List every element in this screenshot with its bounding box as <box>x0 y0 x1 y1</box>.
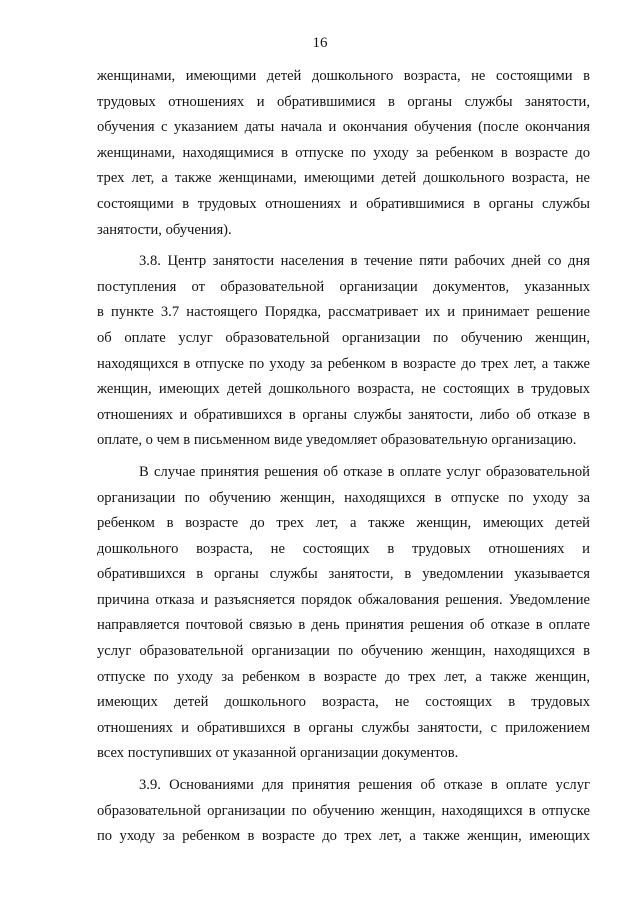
text-line: всех поступивших от указанной организации документов. <box>97 745 459 762</box>
text-line: трудовых отношениях и обратившимися в органы службы занятости, <box>97 93 590 110</box>
text-line: в пункте 3.7 настоящего Порядка, рассматривает их и принимает решение <box>97 304 590 321</box>
text-line: отпуске по уходу за ребенком в возрасте до трех лет, а также женщин, <box>97 668 590 685</box>
text-line: отношениях и обратившихся в органы службы занятости, с приложением <box>97 719 590 736</box>
text-line: услуг образовательной организации по обучению женщин, находящихся в <box>97 643 590 660</box>
text-line: об оплате услуг образовательной организации по обучению женщин, <box>97 329 590 346</box>
text-line: женщинами, имеющими детей дошкольного возраста, не состоящими в <box>97 68 590 84</box>
text-line: направляется почтовой связью в день принятия решения об отказе в оплате <box>97 617 590 634</box>
text-line: имеющих детей дошкольного возраста, не состоящих в трудовых <box>97 694 590 711</box>
text-line: В случае принятия решения об отказе в оплате услуг образовательной <box>139 463 590 480</box>
text-line: поступления от образовательной организации документов, указанных <box>97 278 590 295</box>
paragraph <box>97 249 590 454</box>
text-line: по уходу за ребенком в возрасте до трех лет, а также женщин, имеющих <box>97 828 590 845</box>
paragraph <box>97 460 590 767</box>
text-line: состоящими в трудовых отношениях и обратившимися в органы службы <box>97 195 590 212</box>
text-line: организации по обучению женщин, находящихся в отпуске по уходу за <box>97 489 590 506</box>
text-line: 3.9. Основаниями для принятия решения об отказе в оплате услуг <box>139 777 590 794</box>
text-line: женщинами, находящимися в отпуске по уходу за ребенком в возрасте до <box>97 144 590 161</box>
text-line: оплате, о чем в письменном виде уведомляет образовательную организацию. <box>97 432 577 449</box>
paragraph <box>97 64 590 243</box>
text-line: трех лет, а также женщинами, имеющими детей дошкольного возраста, не <box>97 170 590 187</box>
text-line: ребенком в возрасте до трех лет, а также женщин, имеющих детей <box>97 515 590 532</box>
page-number: 16 <box>312 35 328 51</box>
text-line: занятости, обучения). <box>97 221 232 238</box>
text-line: отношениях и обратившихся в органы службы занятости, либо об отказе в <box>97 406 590 423</box>
document-body <box>97 64 590 850</box>
text-line: 3.8. Центр занятости населения в течение пяти рабочих дней со дня <box>139 253 590 270</box>
text-line: дошкольного возраста, не состоящих в трудовых отношениях и <box>97 540 590 557</box>
paragraph <box>97 773 590 850</box>
text-line: женщин, имеющих детей дошкольного возраста, не состоящих в трудовых <box>97 381 590 398</box>
text-line: образовательной организации по обучению женщин, находящихся в отпуске <box>97 802 590 819</box>
text-line: причина отказа и разъясняется порядок обжалования решения. Уведомление <box>97 591 590 608</box>
text-line: обучения с указанием даты начала и окончания обучения (после окончания <box>97 119 590 136</box>
text-line: обратившихся в органы службы занятости, в уведомлении указывается <box>97 566 590 583</box>
text-line: находящихся в отпуске по уходу за ребенком в возрасте до трех лет, а также <box>97 355 590 372</box>
